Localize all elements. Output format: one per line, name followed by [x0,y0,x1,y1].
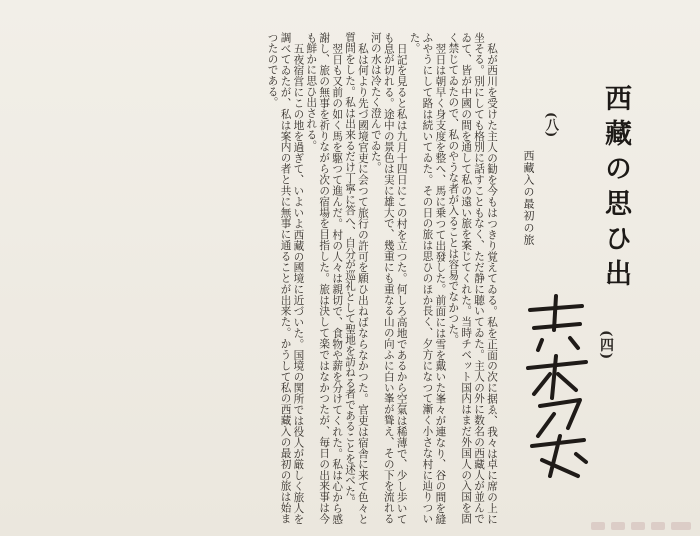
section-title: 西藏入の最初の旅 [522,150,535,246]
body-paragraph: 日記を見ると私は九月十四日にこの村を立つた。何しろ高地であるから空氣は稀薄で、少し歩いても息が切れる。途中の景色は実に雄大で、幾重にも重なる山の向ふに白い峯が聳え、その下を流れる河の水は冷たく澄んでゐた。 [369,32,408,524]
article-title: 西藏の思ひ出 [600,84,631,294]
section-number: (八) [543,112,558,138]
body-paragraph: 私が西川を受けた主人の勧を今もはつきり覚えてゐる。私を正面の次に据ゑ、我々は卓に席の上に坐そる。別にしても格別に話すこともなく、ただ静に聴いてゐた。主人の外に数名の西藏人が並んでゐて、皆が中國の間を通して私の遠い旅を案じてくれた。当時チベット国内はまだ外国人の入国を固く禁じてゐたので、私のやうな者が入ることは容易でなかつた。 [447,32,498,524]
body-paragraph: 五夜宿営にこの地を過ぎて、いよいよ西藏の國境に近づいた。国境の関所では役人が厳しく旅人を調べてゐたが、私は案内の者と共に無事に通ることが出来た。かうして私の西藏入の最初の旅は始まつたのである。 [266,32,305,524]
library-stamp [589,520,696,532]
body-paragraph: 私は何より先づ國境官吏に会つて旅行の許可を願ひ出ねばならなかつた。官吏は宿舎に来て色々と質問をした。私は出来るだけ丁寧に答へ、自分が巡礼として聖地を訪ねる者であることを述べた。 [344,32,369,524]
article-title-number: (四) [598,330,614,361]
body-paragraph: 翌日も又前の如く馬を駆つて進んだ。村の人々は親切で、食物や薪を分けてくれた。私は心から感謝し、旅の無事を祈りながら次の宿場を目指した。旅は決して楽ではなかつたが、毎日の出来事は今も鮮かに思ひ出される。 [305,32,344,524]
body-paragraph: 翌日は朝早く身支度を整へ、馬に乗つて出發した。前面には雪を戴いた峯々が連なり、谷の間を縫ふやうにして路は続いてゐた。その日の旅は思ひのほか長く、夕方になつて漸く小さな村に辿りついた。 [408,32,447,524]
article-body [8,32,498,524]
handwritten-signature [520,290,600,490]
